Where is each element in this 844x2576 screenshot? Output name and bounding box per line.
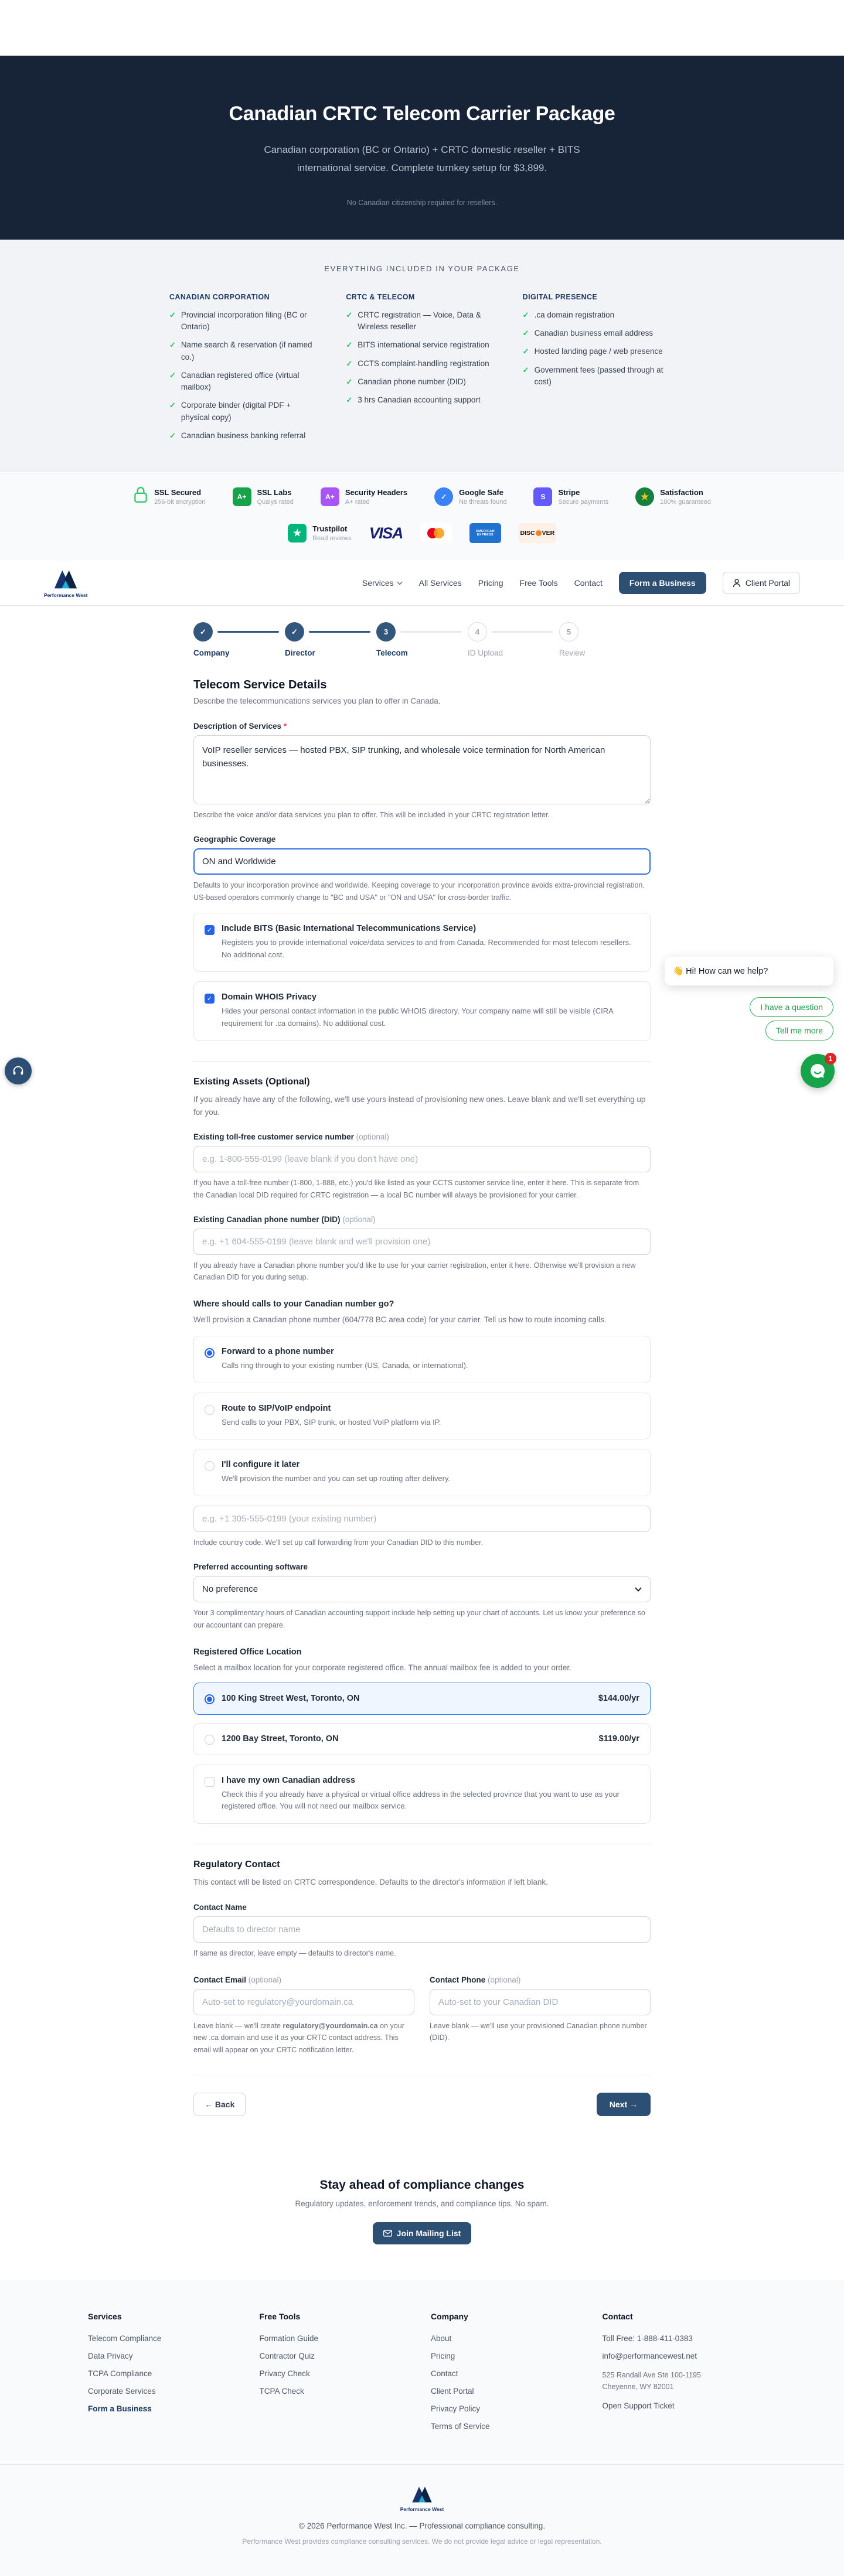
hero-section: [0, 56, 844, 240]
office-radio[interactable]: [205, 1694, 215, 1704]
whois-option-card[interactable]: [193, 981, 651, 1041]
included-column-corporation: [169, 293, 321, 448]
step-check-icon: ✓: [285, 622, 304, 642]
footer-link-tcpa-compliance[interactable]: TCPA Compliance: [88, 2369, 152, 2378]
copyright: © 2026 Performance West Inc. — Professional compliance consulting.: [298, 2521, 546, 2530]
performance-west-logo-icon: [52, 568, 79, 591]
later-radio[interactable]: [205, 1461, 215, 1471]
contact-email-label: Contact Email (optional): [193, 1975, 282, 1985]
required-asterisk: *: [283, 722, 287, 731]
bits-label: Include BITS (Basic International Telecommunications Service): [222, 923, 477, 933]
coverage-label: Geographic Coverage: [193, 835, 276, 844]
grade-a-plus-icon: A+: [321, 487, 339, 506]
next-button[interactable]: Next →: [597, 2093, 651, 2116]
checklist-item: ✓ CRTC registration — Voice, Data & Wireless reseller: [346, 309, 498, 333]
contact-phone-help: Leave blank — we'll use your provisioned Canadian phone number (DID).: [430, 2022, 647, 2042]
step-check-icon: ✓: [193, 622, 213, 642]
footer-logo: [400, 2485, 444, 2512]
footer-link-data-privacy[interactable]: Data Privacy: [88, 2351, 133, 2360]
description-label: Description of Services *: [193, 722, 287, 731]
checklist: [523, 309, 675, 388]
footer-services-column: Services Telecom Compliance Data Privacy TCPA Compliance Corporate Services Form a Business: [88, 2312, 242, 2439]
footer-free-tools-column: Free Tools Formation Guide Contractor Quiz Privacy Check TCPA Check: [260, 2312, 414, 2439]
performance-west-logo-icon: [410, 2485, 434, 2505]
discover-dot-icon: [536, 530, 542, 536]
chat-quick-reply-question[interactable]: I have a question: [750, 997, 833, 1017]
nav-services-dropdown[interactable]: Services: [362, 578, 403, 588]
trustpilot-star-icon: ★: [288, 524, 307, 543]
footer-link-tcpa-check[interactable]: TCPA Check: [259, 2386, 304, 2396]
contact-phone-label: Contact Phone (optional): [430, 1975, 521, 1985]
routing-option-sip[interactable]: Route to SIP/VoIP endpoint Send calls to your PBX, SIP trunk, or hosted VoIP platform via IP.: [193, 1393, 651, 1440]
brand-name: Performance West: [44, 592, 88, 599]
existing-assets-heading: Existing Assets (Optional): [193, 1077, 310, 1087]
badge-satisfaction: ★ Satisfaction 100% guaranteed: [635, 487, 711, 506]
progress-stepper: [193, 622, 651, 657]
mastercard-logo: [420, 523, 452, 543]
footer-email[interactable]: info@performancewest.net: [602, 2351, 697, 2360]
routing-desc: We'll provision a Canadian phone number (604/778 BC area code) for your carrier. Tell us how to route incoming calls.: [193, 1315, 607, 1325]
checklist-item: ✓ Canadian phone number (DID): [346, 376, 498, 388]
form-title: Telecom Service Details: [193, 678, 327, 692]
forward-radio[interactable]: [205, 1348, 215, 1358]
footer-tollfree[interactable]: Toll Free: 1-888-411-0383: [602, 2333, 693, 2343]
checklist-item: ✓ Canadian business banking referral: [169, 430, 321, 442]
included-column-digital: [523, 293, 675, 448]
badge-google-safe: ✓ Google Safe No threats found: [434, 487, 506, 506]
nav-contact[interactable]: Contact: [574, 578, 603, 588]
checklist-item: ✓ Hosted landing page / web presence: [523, 346, 675, 357]
form-page: [0, 622, 844, 2145]
column-title: CANADIAN CORPORATION: [169, 292, 270, 301]
brand-logo[interactable]: [44, 568, 87, 598]
contact-name-input[interactable]: [193, 1916, 651, 1943]
chat-greeting-bubble[interactable]: 👋 Hi! How can we help?: [665, 957, 833, 985]
nav-free-tools[interactable]: Free Tools: [519, 578, 558, 588]
contact-phone-input[interactable]: [430, 1989, 651, 2015]
chevron-down-icon: [397, 581, 403, 585]
routing-heading: Where should calls to your Canadian number go?: [193, 1299, 394, 1309]
hero-subtitle: Canadian corporation (BC or Ontario) + CRTC domestic reseller + BITS international service. Complete turnkey setup for $3,899.: [264, 144, 580, 174]
step-company[interactable]: ✓ Company: [193, 622, 285, 657]
checklist-item: ✓ CCTS complaint-handling registration: [346, 358, 498, 370]
office-price: $144.00/yr: [598, 1694, 639, 1704]
step-review[interactable]: 5 Review: [559, 622, 651, 657]
footer-link-corporate-services[interactable]: Corporate Services: [88, 2386, 156, 2396]
form-subtitle: Describe the telecommunications services you plan to offer in Canada.: [193, 697, 441, 706]
forward-number-input[interactable]: [193, 1506, 651, 1532]
chat-quick-reply-more[interactable]: Tell me more: [765, 1021, 833, 1040]
footer-link-about[interactable]: About: [431, 2333, 452, 2343]
step-director[interactable]: ✓ Director: [285, 622, 376, 657]
hero-note: No Canadian citizenship required for resellers.: [346, 198, 498, 207]
accounting-select[interactable]: No preference: [193, 1576, 651, 1602]
grade-a-plus-icon: A+: [233, 487, 251, 506]
footer-company-column: Company About Pricing Contact Client Portal Privacy Policy Terms of Service: [431, 2312, 585, 2439]
checklist-item: ✓ Canadian registered office (virtual mailbox): [169, 370, 321, 394]
checklist-item: ✓ Corporate binder (digital PDF + physical copy): [169, 400, 321, 424]
headset-icon: [12, 1064, 25, 1077]
office-price: $119.00/yr: [598, 1734, 639, 1744]
footer-link-terms[interactable]: Terms of Service: [431, 2421, 490, 2431]
office-option-bay-street[interactable]: 1200 Bay Street, Toronto, ON $119.00/yr: [193, 1723, 651, 1755]
lock-icon: [133, 486, 148, 507]
check-circle-icon: ✓: [434, 487, 453, 506]
footer-address: 525 Randall Ave Ste 100-1195 Cheyenne, WY 82001: [602, 2370, 701, 2391]
footer-link-contractor-quiz[interactable]: Contractor Quiz: [259, 2351, 315, 2360]
footer-link-privacy-policy[interactable]: Privacy Policy: [431, 2404, 481, 2413]
wave-emoji-icon: 👋: [673, 967, 684, 976]
whois-desc: Hides your personal contact information in the public WHOIS directory. Your company name will still be visible (CIRA requirement for .ca domains). No additional cost.: [222, 1006, 614, 1028]
stripe-icon: S: [533, 487, 552, 506]
description-help: Describe the voice and/or data services you plan to offer. This will be included in your CRTC registration letter.: [193, 811, 550, 820]
included-column-telecom: [346, 293, 498, 448]
badge-trustpilot[interactable]: ★ Trustpilot Read reviews: [288, 524, 352, 543]
bits-checkbox[interactable]: ✓: [205, 925, 215, 935]
legal-disclaimer: Performance West provides compliance consulting services. We do not provide legal advice or legal representation.: [242, 2537, 602, 2546]
step-number: 4: [468, 622, 487, 642]
tollfree-input[interactable]: [193, 1146, 651, 1172]
checklist-item: ✓ 3 hrs Canadian accounting support: [346, 394, 498, 406]
did-input[interactable]: [193, 1229, 651, 1255]
contact-name-label: Contact Name: [193, 1902, 247, 1912]
coverage-input[interactable]: [193, 848, 651, 875]
star-circle-icon: ★: [635, 487, 654, 506]
checklist: [346, 309, 498, 407]
footer: [0, 2281, 844, 2576]
whois-checkbox[interactable]: ✓: [205, 994, 215, 1004]
included-section: [0, 240, 844, 472]
footer-link-pricing[interactable]: Pricing: [431, 2351, 455, 2360]
page-title: Canadian CRTC Telecom Carrier Package: [229, 103, 615, 125]
footer-open-support-ticket[interactable]: Open Support Ticket: [602, 2401, 675, 2410]
brand-name: Performance West: [400, 2506, 444, 2512]
routing-option-later[interactable]: I'll configure it later We'll provision the number and you can set up routing after delivery.: [193, 1449, 651, 1496]
user-icon: [733, 579, 741, 588]
nav-pricing[interactable]: Pricing: [478, 578, 503, 588]
routing-option-forward[interactable]: Forward to a phone number Calls ring through to your existing number (US, Canada, or international).: [193, 1336, 651, 1383]
newsletter-desc: Regulatory updates, enforcement trends, and compliance tips. No spam.: [295, 2199, 549, 2208]
footer-link-contact[interactable]: Contact: [431, 2369, 458, 2378]
top-navigation: [0, 561, 844, 606]
sip-radio[interactable]: [205, 1405, 215, 1415]
office-radio[interactable]: [205, 1735, 215, 1745]
form-a-business-button[interactable]: Form a Business: [619, 572, 706, 594]
trust-strip: [0, 472, 844, 561]
description-textarea[interactable]: [193, 735, 651, 804]
step-telecom[interactable]: 3 Telecom: [376, 622, 468, 657]
step-id-upload[interactable]: 4 ID Upload: [468, 622, 559, 657]
chat-bubble-icon: [809, 1062, 826, 1080]
accounting-help: Your 3 complimentary hours of Canadian accounting support include help setting up your chart of accounts. Let us know your preference so our accountant can prepare.: [193, 1609, 645, 1629]
own-address-card[interactable]: I have my own Canadian address Check this if you already have a physical or virtual office address in the selected province that you want to use as your registered office. You will not need our mailbox service.: [193, 1765, 651, 1824]
nav-all-services[interactable]: All Services: [418, 578, 462, 588]
badge-ssl-secured: SSL Secured 256-bit encryption: [133, 486, 205, 507]
footer-link-formation-guide[interactable]: Formation Guide: [259, 2333, 319, 2343]
chevron-down-icon: [635, 1587, 642, 1592]
badge-ssl-labs: A+ SSL Labs Qualys rated: [233, 487, 294, 506]
step-number: 5: [559, 622, 578, 642]
checklist-item: ✓ Name search & reservation (if named co.): [169, 339, 321, 363]
footer-link-form-a-business[interactable]: Form a Business: [88, 2404, 152, 2413]
support-fab-button[interactable]: [5, 1057, 32, 1084]
checklist-item: ✓ Government fees (passed through at cost): [523, 364, 675, 388]
own-address-checkbox[interactable]: [205, 1777, 215, 1787]
office-option-king-street[interactable]: 100 King Street West, Toronto, ON $144.00/yr: [193, 1683, 651, 1715]
footer-link-privacy-check[interactable]: Privacy Check: [259, 2369, 310, 2378]
newsletter-section: [0, 2145, 844, 2281]
contact-email-help: Leave blank — we'll create regulatory@yourdomain.ca on your new .ca domain and use it as your CRTC contact address. This email will appear on your CRTC notification letter.: [193, 2022, 404, 2054]
amex-logo: AMERICAN EXPRESS: [469, 523, 501, 543]
bits-desc: Registers you to provide international voice/data services to and from Canada. Recommended for most telecom resellers. No additional cost.: [222, 937, 631, 959]
envelope-icon: [383, 2230, 392, 2237]
step-number: 3: [376, 622, 396, 642]
checklist-item: ✓ BITS international service registration: [346, 339, 498, 351]
badge-security-headers: A+ Security Headers A+ rated: [321, 487, 407, 506]
whois-label: Domain WHOIS Privacy: [222, 992, 316, 1002]
chat-launcher-button[interactable]: [801, 1054, 835, 1088]
chat-unread-badge: 1: [825, 1053, 836, 1064]
did-label: Existing Canadian phone number (DID) (optional): [193, 1214, 376, 1224]
checklist-item: ✓ .ca domain registration: [523, 309, 675, 321]
coverage-help: Defaults to your incorporation province and worldwide. Keeping coverage to your incorporation province avoids extra-provincial registration. US-based operators commonly change to "BC and USA" or "ON and USA" for cross-border traffic.: [193, 881, 645, 902]
did-help: If you already have a Canadian phone number you'd like to use for your carrier registration, enter it here. Otherwise we'll provision a new Canadian DID for you during setup.: [193, 1261, 636, 1281]
contact-name-help: If same as director, leave empty — defaults to director's name.: [193, 1949, 396, 1957]
client-portal-button[interactable]: Client Portal: [723, 572, 800, 594]
footer-link-telecom-compliance[interactable]: Telecom Compliance: [88, 2333, 162, 2343]
bits-option-card[interactable]: [193, 913, 651, 973]
column-title: CRTC & TELECOM: [346, 292, 415, 301]
regulatory-desc: This contact will be listed on CRTC correspondence. Defaults to the director's information if left blank.: [193, 1878, 548, 1887]
contact-email-input[interactable]: [193, 1989, 414, 2015]
footer-contact-column: Contact Toll Free: 1-888-411-0383 info@performancewest.net 525 Randall Ave Ste 100-1195 Cheyenne, WY 82001 Open Support Ticket: [603, 2312, 757, 2439]
tollfree-label: Existing toll-free customer service number (optional): [193, 1132, 389, 1142]
footer-link-client-portal[interactable]: Client Portal: [431, 2386, 474, 2396]
forward-number-help: Include country code. We'll set up call forwarding from your Canadian DID to this number.: [193, 1538, 484, 1547]
checklist: [169, 309, 321, 442]
visa-logo: VISA: [369, 524, 403, 542]
badge-stripe: S Stripe Secure payments: [533, 487, 608, 506]
divider: [193, 1061, 651, 1062]
back-button[interactable]: ← Back: [193, 2093, 246, 2116]
checklist-item: ✓ Canadian business email address: [523, 327, 675, 339]
regulatory-heading: Regulatory Contact: [193, 1860, 280, 1870]
included-heading: EVERYTHING INCLUDED IN YOUR PACKAGE: [324, 264, 520, 273]
join-mailing-list-button[interactable]: Join Mailing List: [373, 2222, 472, 2244]
column-title: DIGITAL PRESENCE: [522, 292, 598, 301]
existing-assets-desc: If you already have any of the following, we'll use yours instead of provisioning new ones. Leave blank and we'll set everything up for you.: [193, 1095, 646, 1117]
checklist-item: ✓ Provincial incorporation filing (BC or Ontario): [169, 309, 321, 333]
discover-logo: DISC VER: [519, 523, 556, 543]
tollfree-help: If you have a toll-free number (1-800, 1-888, etc.) you'd like listed as your CCTS customer service line, enter it here. This is separate from the Canadian local DID required for CRTC registration — a local BC number will always be provisioned for your carrier.: [193, 1179, 639, 1199]
office-heading: Registered Office Location: [193, 1647, 302, 1657]
accounting-label: Preferred accounting software: [193, 1562, 308, 1572]
newsletter-heading: Stay ahead of compliance changes: [319, 2178, 525, 2192]
office-desc: Select a mailbox location for your corporate registered office. The annual mailbox fee is added to your order.: [193, 1663, 571, 1672]
